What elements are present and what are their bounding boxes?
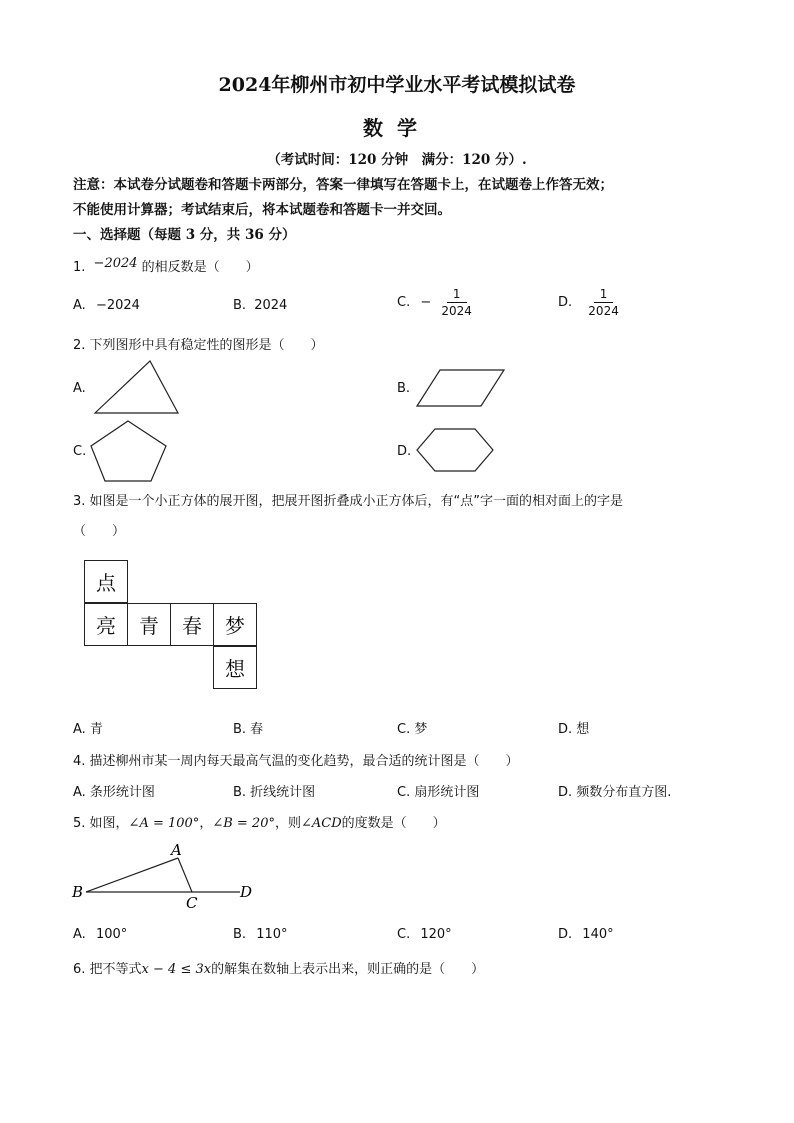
option-label: D.	[558, 927, 573, 942]
question-prefix: 6. 把不等式	[73, 962, 142, 977]
q2-option-c-label[interactable]: C.	[73, 444, 87, 459]
question-4: 4. 描述柳州市某一周内每天最高气温的变化趋势，最合适的统计图是（ ）	[73, 754, 519, 769]
point-label-c: C	[186, 894, 198, 912]
triangle-figure	[70, 838, 270, 914]
option-text: 140°	[582, 927, 614, 942]
option-label: A.	[73, 927, 86, 942]
minus-sign: −	[420, 295, 432, 310]
q5-option-a[interactable]	[73, 927, 127, 942]
net-cell-3: 春	[170, 603, 214, 646]
question-number: 1.	[73, 260, 86, 275]
option-label: D.	[558, 295, 573, 310]
option-text: 2024	[254, 298, 288, 313]
question-1	[73, 256, 259, 275]
net-cell-4: 梦	[213, 603, 257, 646]
net-cell-top: 点	[84, 560, 128, 603]
option-label: C.	[397, 927, 411, 942]
triangle-shape	[90, 358, 182, 416]
net-cell-bottom: 想	[213, 646, 257, 689]
question-suffix: 的度数是（ ）	[341, 816, 446, 831]
q1-option-b[interactable]	[233, 298, 287, 313]
pentagon-shape	[88, 418, 170, 484]
q2-option-d-label[interactable]: D.	[397, 444, 412, 459]
exam-title: 2024年柳州市初中学业水平考试模拟试卷	[218, 74, 576, 96]
side-ac	[178, 858, 192, 892]
q3-option-a[interactable]: A. 青	[73, 722, 103, 737]
question-2: 2. 下列图形中具有稳定性的图形是（ ）	[73, 338, 324, 353]
q3-option-d[interactable]: D. 想	[558, 722, 590, 737]
q1-option-c[interactable]	[397, 286, 478, 319]
condition-angle-b: ∠B = 20°	[212, 816, 275, 831]
numerator: 1	[594, 286, 614, 303]
option-text: 110°	[256, 927, 288, 942]
q4-option-c[interactable]: C. 扇形统计图	[397, 785, 480, 800]
parallelogram-shape	[414, 367, 508, 409]
question-3-brackets: （ ）	[73, 524, 126, 539]
option-label: A.	[73, 298, 86, 313]
q1-option-a[interactable]	[73, 298, 140, 313]
point-label-a: A	[171, 841, 182, 859]
question-3: 3. 如图是一个小正方体的展开图，把展开图折叠成小正方体后，有“点”字一面的相对面上的字是	[73, 494, 624, 509]
question-5: 5. 如图，∠A = 100°，∠B = 20°，则∠ACD的度数是（ ）	[73, 816, 446, 831]
option-label: B.	[233, 927, 247, 942]
numerator: 1	[447, 286, 467, 303]
point-label-b: B	[72, 883, 84, 901]
option-text: −2024	[95, 298, 140, 313]
question-stem: 的相反数是（ ）	[141, 260, 259, 275]
option-text: 100°	[95, 927, 128, 942]
hexagon-shape	[414, 426, 496, 474]
q5-option-d[interactable]	[558, 927, 614, 942]
q2-option-b-label[interactable]: B.	[397, 381, 411, 396]
exam-info: （考试时间：120 分钟 满分：120 分）.	[267, 152, 527, 168]
inequality: x − 4 ≤ 3x	[141, 962, 212, 977]
question-suffix: 的解集在数轴上表示出来，则正确的是（ ）	[211, 962, 485, 977]
question-6	[73, 958, 484, 977]
denominator: 2024	[441, 304, 472, 318]
option-text: 120°	[420, 927, 452, 942]
q2-option-a-label[interactable]: A.	[73, 381, 86, 396]
notice-line-1: 注意：本试卷分试题卷和答题卡两部分，答案一律填写在答题卡上，在试题卷上作答无效；	[73, 177, 613, 193]
notice-line-2: 不能使用计算器；考试结束后，将本试题卷和答题卡一并交回。	[73, 202, 451, 218]
option-label: B.	[233, 298, 247, 313]
fraction	[435, 286, 478, 319]
section-heading: 一、选择题（每题 3 分，共 36 分）	[73, 227, 296, 243]
q3-option-b[interactable]: B. 春	[233, 722, 264, 737]
q5-option-b[interactable]	[233, 927, 288, 942]
denominator: 2024	[588, 304, 619, 318]
q3-option-c[interactable]: C. 梦	[397, 722, 428, 737]
side-ba	[86, 858, 178, 892]
point-label-d: D	[240, 883, 253, 901]
net-cell-1: 亮	[84, 603, 128, 646]
fraction	[582, 286, 625, 319]
question-mid: ，则	[274, 816, 301, 831]
question-prefix: 5. 如图，	[73, 816, 129, 831]
expression: −2024	[93, 256, 138, 271]
q4-option-a[interactable]: A. 条形统计图	[73, 785, 155, 800]
option-label: C.	[397, 295, 411, 310]
net-cell-2: 青	[127, 603, 171, 646]
q4-option-b[interactable]: B. 折线统计图	[233, 785, 316, 800]
q4-option-d[interactable]: D. 频数分布直方图.	[558, 785, 672, 800]
q5-option-c[interactable]	[397, 927, 452, 942]
condition-angle-a: ∠A = 100°	[128, 816, 200, 831]
subject-title: 数学	[363, 116, 431, 140]
q1-option-d[interactable]	[558, 286, 625, 319]
target-angle: ∠ACD	[301, 816, 342, 831]
